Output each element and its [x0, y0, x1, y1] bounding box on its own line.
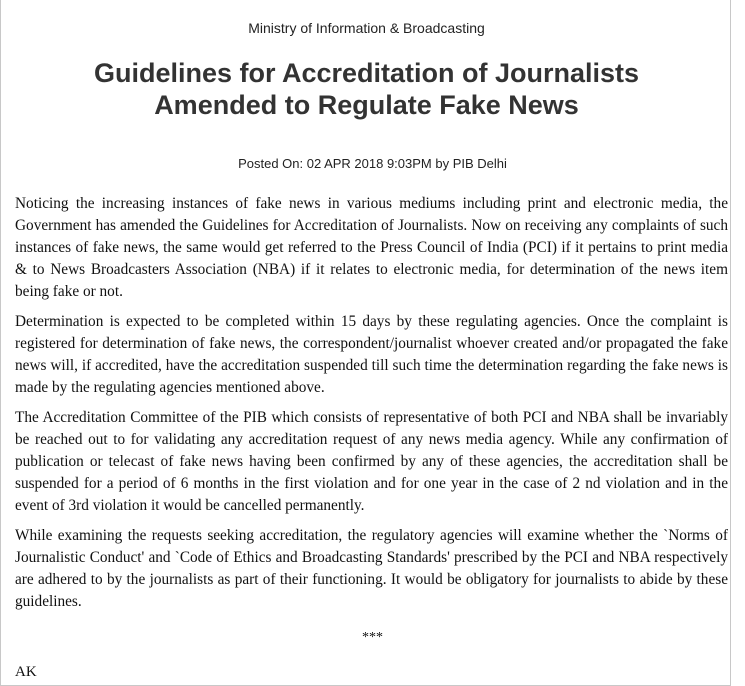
- page-title: [1, 57, 732, 121]
- title-line-2: Amended to Regulate Fake News: [154, 90, 579, 120]
- signature: AK: [15, 664, 37, 680]
- title-line-1: Guidelines for Accreditation of Journalists: [93, 58, 640, 88]
- separator: ***: [362, 630, 383, 645]
- paragraph-2: Determination is expected to be completed within 15 days by these regulating agencies. Once the complaint is registered for determination of fake news, the correspondent/journalist whoever created and/or propagated the fake news will, if accredited, have the accreditation suspended till such time the determination regarding the fake news is made by the regulating agencies mentioned above.: [15, 313, 728, 396]
- posted-on: Posted On: 02 APR 2018 9:03PM by PIB Delhi: [238, 156, 507, 171]
- paragraph-3: The Accreditation Committee of the PIB which consists of representative of both PCI and NBA shall be invariably be reached out to for validating any accreditation request of any news media agency. While any confirmation of publication or telecast of fake news having been confirmed by any of these agencies, the accreditation shall be suspended for a period of 6 months in the first violation and for one year in the case of 2 nd violation and in the event of 3rd violation it would be cancelled permanently.: [15, 409, 728, 514]
- article-body: [15, 193, 728, 621]
- ministry-name: Ministry of Information & Broadcasting: [248, 20, 485, 36]
- paragraph-4: While examining the requests seeking accreditation, the regulatory agencies will examine whether the `Norms of Journalistic Conduct' and `Code of Ethics and Broadcasting Standards' prescribed by the PCI and NBA respectively are adhered to by the journalists as part of their functioning. It would be obligatory for journalists to abide by these guidelines.: [15, 527, 728, 610]
- paragraph-1: Noticing the increasing instances of fake news in various mediums including print and electronic media, the Government has amended the Guidelines for Accreditation of Journalists. Now on receiving any complaints of such instances of fake news, the same would get referred to the Press Council of India (PCI) if it pertains to print media & to News Broadcasters Association (NBA) if it relates to electronic media, for determination of the news item being fake or not.: [15, 195, 728, 300]
